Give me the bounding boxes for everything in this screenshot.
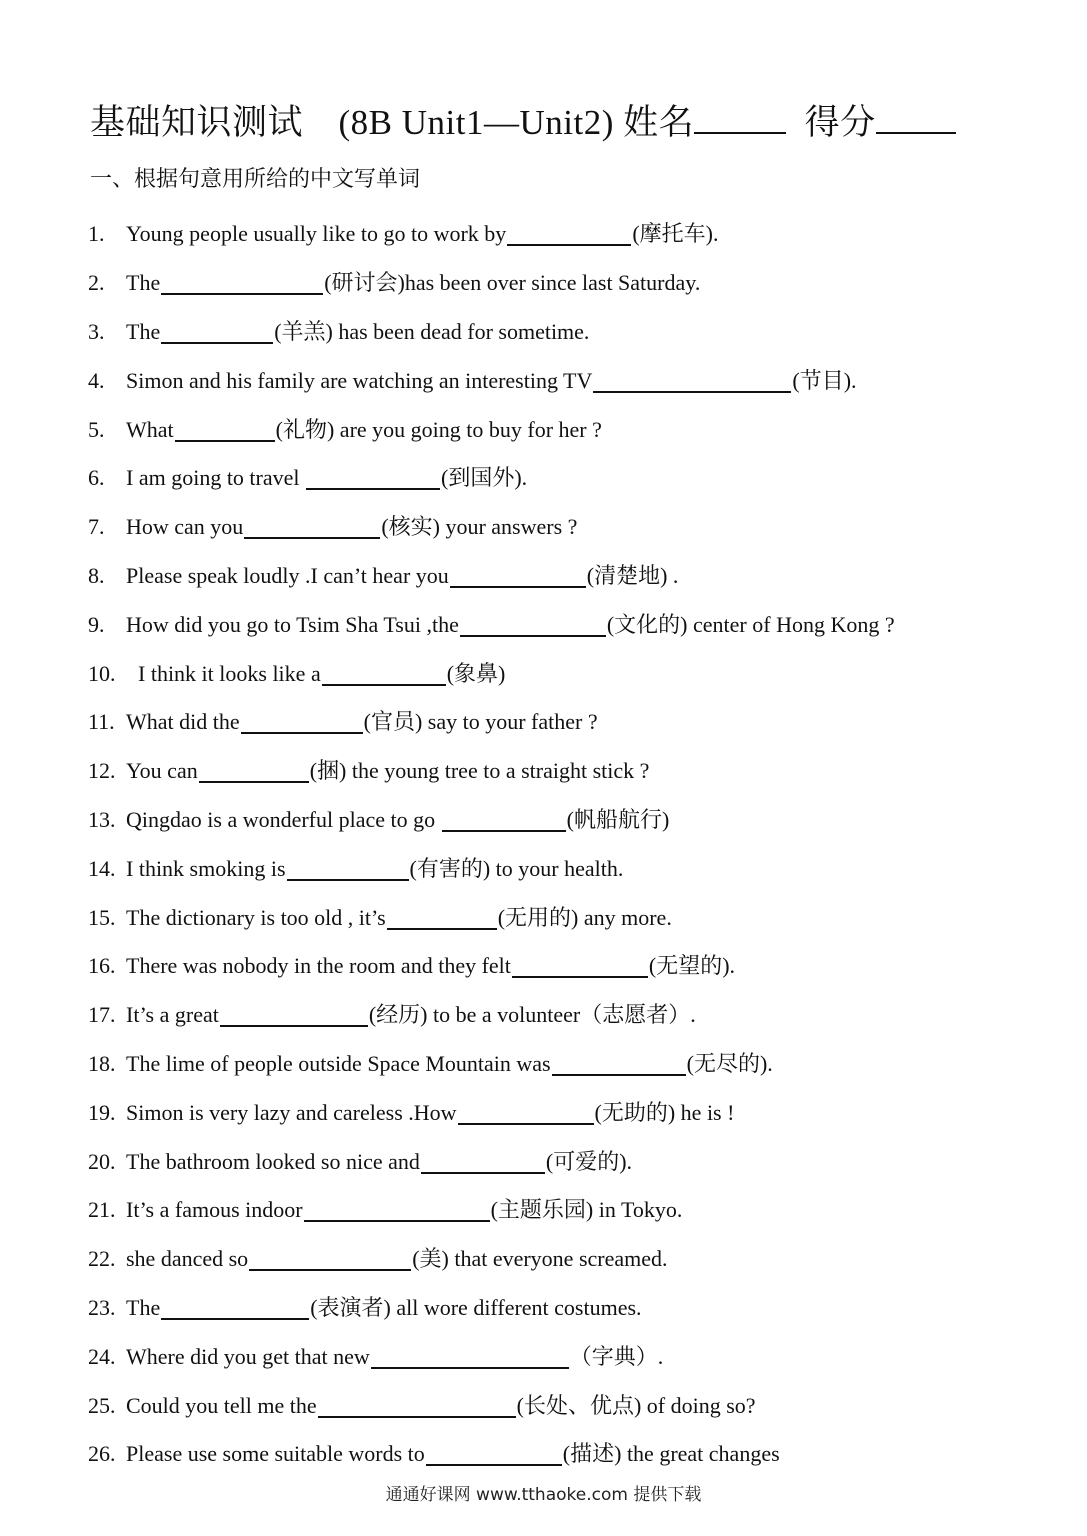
answer-blank[interactable] <box>249 1247 411 1271</box>
question-text-after: (有害的) to your health. <box>409 855 624 881</box>
answer-blank[interactable] <box>161 1296 309 1320</box>
answer-blank[interactable] <box>322 662 446 686</box>
question-number: 2. <box>88 270 105 296</box>
answer-blank[interactable] <box>161 271 323 295</box>
question-text-before: The <box>126 318 161 344</box>
answer-blank[interactable] <box>241 710 363 734</box>
question-text-after: (礼物) are you going to buy for her ? <box>275 416 602 442</box>
question-item <box>88 259 1068 308</box>
question-item <box>88 1235 1068 1284</box>
question-text-after: (羊羔) has been dead for sometime. <box>274 318 590 344</box>
score-blank[interactable] <box>876 100 956 134</box>
section-heading: 一、根据句意用所给的中文写单词 <box>90 166 421 191</box>
question-item <box>88 942 1068 991</box>
question-text-after: (摩托车). <box>632 221 719 247</box>
question-number: 17. <box>88 1002 116 1028</box>
question-text-after: (文化的) center of Hong Kong ? <box>606 611 895 637</box>
question-number: 3. <box>88 318 105 344</box>
question-text-after: (经历) to be a volunteer（志愿者）. <box>368 1002 696 1028</box>
question-text-after: (到国外). <box>441 465 528 491</box>
question-number: 16. <box>88 953 116 979</box>
answer-blank[interactable] <box>244 515 380 539</box>
question-text-before: What <box>126 416 174 442</box>
question-text-before: Simon and his family are watching an interesting TV <box>126 367 593 393</box>
question-number: 5. <box>88 416 105 442</box>
answer-blank[interactable] <box>450 564 586 588</box>
question-text-before: Qingdao is a wonderful place to go <box>126 806 436 832</box>
answer-blank[interactable] <box>371 1345 569 1369</box>
answer-blank[interactable] <box>175 418 275 442</box>
question-number: 19. <box>88 1099 116 1125</box>
question-item <box>88 893 1068 942</box>
question-item <box>88 1284 1068 1333</box>
question-text-before: You can <box>126 758 198 784</box>
question-number: 14. <box>88 855 116 881</box>
question-text-before: I think smoking is <box>126 855 286 881</box>
question-text-after: (核实) your answers ? <box>381 514 578 540</box>
question-text-after: (象鼻) <box>446 660 506 686</box>
score-label: 得分 <box>804 103 876 142</box>
question-text-before: Simon is very lazy and careless .How <box>126 1099 457 1125</box>
title-text: 基础知识测试 (8B Unit1—Unit2) 姓名 <box>90 103 695 142</box>
answer-blank[interactable] <box>318 1394 516 1418</box>
answer-blank[interactable] <box>199 759 309 783</box>
answer-blank[interactable] <box>287 857 409 881</box>
question-text-before: Could you tell me the <box>126 1392 317 1418</box>
question-item <box>88 796 1068 845</box>
question-text-after: (捆) the young tree to a straight stick ? <box>309 758 650 784</box>
question-item <box>88 210 1068 259</box>
question-number: 12. <box>88 758 116 784</box>
question-text-before: It’s a great <box>126 1002 219 1028</box>
question-item <box>88 1040 1068 1089</box>
question-item <box>88 600 1068 649</box>
question-item <box>88 405 1068 454</box>
question-item <box>88 1430 1068 1479</box>
question-number: 1. <box>88 221 105 247</box>
question-text-before: What did the <box>126 709 240 735</box>
answer-blank[interactable] <box>507 222 631 246</box>
question-number: 10. <box>88 660 116 686</box>
question-text-after: (无助的) he is ! <box>594 1099 735 1125</box>
question-item <box>88 1137 1068 1186</box>
question-text-before: The <box>126 270 161 296</box>
question-number: 25. <box>88 1392 116 1418</box>
question-list <box>88 210 1068 1479</box>
question-text-before: The lime of people outside Space Mountain was <box>126 1050 551 1076</box>
answer-blank[interactable] <box>460 613 606 637</box>
question-text-before: The dictionary is too old , it’s <box>126 904 386 930</box>
answer-blank[interactable] <box>421 1150 545 1174</box>
question-item <box>88 1088 1068 1137</box>
question-number: 24. <box>88 1343 116 1369</box>
answer-blank[interactable] <box>442 808 566 832</box>
question-text-after: (描述) the great changes <box>562 1441 780 1467</box>
answer-blank[interactable] <box>458 1101 594 1125</box>
question-text-before: I think it looks like a <box>138 660 321 686</box>
question-text-after: (主题乐园) in Tokyo. <box>490 1197 683 1223</box>
question-text-before: she danced so <box>126 1246 249 1272</box>
answer-blank[interactable] <box>304 1198 490 1222</box>
question-number: 18. <box>88 1050 116 1076</box>
question-text-after: (节目). <box>792 367 857 393</box>
question-number: 9. <box>88 611 105 637</box>
footer-credit: 通通好课网 www.tthaoke.com 提供下载 <box>385 1485 702 1505</box>
answer-blank[interactable] <box>161 320 273 344</box>
question-text-after: (无望的). <box>648 953 736 979</box>
question-text-after: (清楚地) . <box>586 562 679 588</box>
question-text-before: There was nobody in the room and they felt <box>126 953 511 979</box>
question-item <box>88 747 1068 796</box>
question-text-before: The bathroom looked so nice and <box>126 1148 420 1174</box>
question-item <box>88 503 1068 552</box>
answer-blank[interactable] <box>426 1442 562 1466</box>
question-text-after: (表演者) all wore different costumes. <box>310 1294 642 1320</box>
question-number: 15. <box>88 904 116 930</box>
question-number: 26. <box>88 1441 116 1467</box>
question-number: 7. <box>88 514 105 540</box>
question-text-after: (可爱的). <box>545 1148 633 1174</box>
question-text-after: (无尽的). <box>686 1050 773 1076</box>
question-text-after: (帆船航行) <box>566 806 670 832</box>
answer-blank[interactable] <box>552 1052 686 1076</box>
question-text-before: Please use some suitable words to <box>126 1441 425 1467</box>
question-number: 6. <box>88 465 105 491</box>
question-item <box>88 991 1068 1040</box>
question-text-before: It’s a famous indoor <box>126 1197 303 1223</box>
question-item <box>88 308 1068 357</box>
question-item <box>88 356 1068 405</box>
question-text-after: (长处、优点) of doing so? <box>516 1392 756 1418</box>
name-blank[interactable] <box>694 100 786 134</box>
question-item <box>88 1332 1068 1381</box>
question-text-after: (官员) say to your father ? <box>363 709 598 735</box>
answer-blank[interactable] <box>220 1003 368 1027</box>
question-number: 20. <box>88 1148 116 1174</box>
answer-blank[interactable] <box>306 466 440 490</box>
question-item <box>88 1381 1068 1430</box>
question-text-after: (无用的) any more. <box>497 904 672 930</box>
question-text-before: How can you <box>126 514 244 540</box>
answer-blank[interactable] <box>593 369 791 393</box>
question-item <box>88 649 1068 698</box>
question-number: 23. <box>88 1294 116 1320</box>
question-item <box>88 1186 1068 1235</box>
question-text-after: （字典）. <box>569 1343 664 1369</box>
question-number: 13. <box>88 806 116 832</box>
question-number: 22. <box>88 1246 116 1272</box>
question-text-before: How did you go to Tsim Sha Tsui ,the <box>126 611 459 637</box>
question-number: 8. <box>88 562 105 588</box>
question-number: 11. <box>88 709 115 735</box>
question-text-before: I am going to travel <box>126 465 300 491</box>
answer-blank[interactable] <box>512 954 648 978</box>
question-number: 21. <box>88 1197 116 1223</box>
question-text-before: Where did you get that new <box>126 1343 370 1369</box>
question-text-before: The <box>126 1294 161 1320</box>
question-item <box>88 552 1068 601</box>
question-text-after: (美) that everyone screamed. <box>412 1246 668 1272</box>
question-text-before: Young people usually like to go to work by <box>126 221 507 247</box>
question-item <box>88 698 1068 747</box>
question-text-after: (研讨会)has been over since last Saturday. <box>324 270 701 296</box>
question-item <box>88 844 1068 893</box>
question-text-before: Please speak loudly .I can’t hear you <box>126 562 449 588</box>
question-number: 4. <box>88 367 105 393</box>
answer-blank[interactable] <box>387 906 497 930</box>
page-title <box>90 98 956 148</box>
question-item <box>88 454 1068 503</box>
